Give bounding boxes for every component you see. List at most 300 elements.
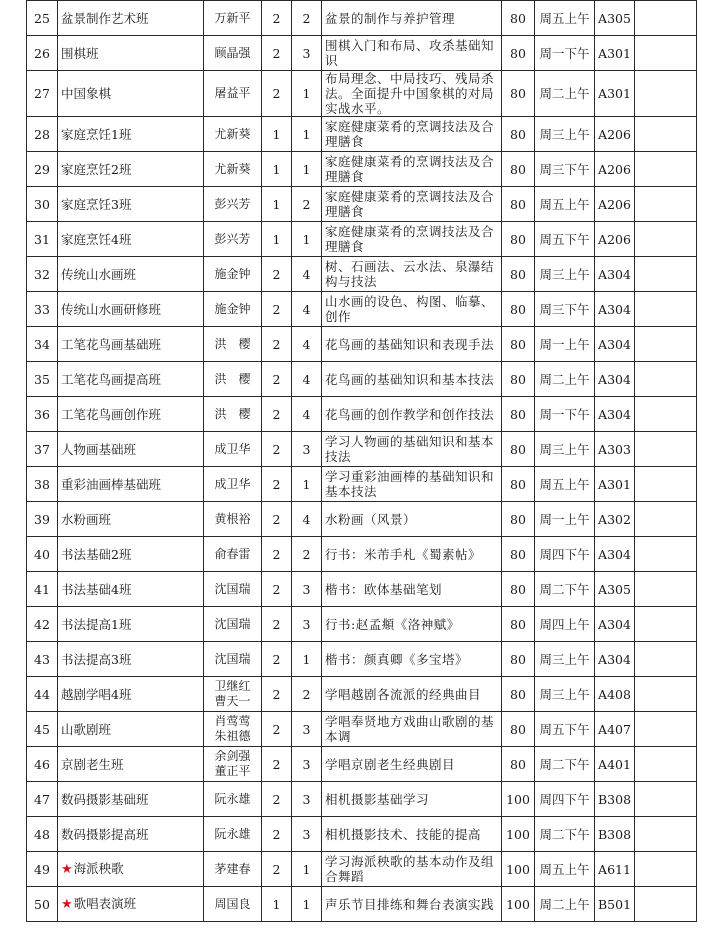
- classroom: A206: [595, 187, 635, 222]
- fee: 80: [502, 71, 535, 117]
- class-time: 周五下午: [535, 222, 595, 257]
- course-name: [58, 36, 204, 71]
- row-number: 32: [27, 257, 58, 292]
- blank-cell: [635, 782, 697, 817]
- row-number: 39: [27, 502, 58, 537]
- count-b: 3: [292, 817, 322, 852]
- classroom: A301: [595, 467, 635, 502]
- row-number: 42: [27, 607, 58, 642]
- teacher: [204, 747, 262, 782]
- row-number: 40: [27, 537, 58, 572]
- class-time: 周五上午: [535, 187, 595, 222]
- count-b: 4: [292, 362, 322, 397]
- course-name-text: 传统山水画班: [61, 266, 137, 282]
- row-number: 30: [27, 187, 58, 222]
- table-row: [27, 817, 697, 852]
- count-b: 1: [292, 642, 322, 677]
- table-row: [27, 502, 697, 537]
- blank-cell: [635, 117, 697, 152]
- classroom: A304: [595, 292, 635, 327]
- row-number: 28: [27, 117, 58, 152]
- class-time: 周一上午: [535, 502, 595, 537]
- class-time: 周一下午: [535, 397, 595, 432]
- count-a: 2: [262, 397, 292, 432]
- table-row: [27, 572, 697, 607]
- fee: 100: [502, 782, 535, 817]
- class-time: 周三下午: [535, 292, 595, 327]
- count-b: 3: [292, 432, 322, 467]
- count-a: 2: [262, 607, 292, 642]
- fee: 80: [502, 187, 535, 222]
- course-content: 家庭健康菜肴的烹调技法及合理膳食: [322, 152, 502, 187]
- course-name: [58, 1, 204, 36]
- count-b: 4: [292, 502, 322, 537]
- course-name-text: 书法提高3班: [61, 651, 132, 667]
- table-row: [27, 712, 697, 747]
- blank-cell: [635, 572, 697, 607]
- course-name-text: 书法基础2班: [61, 546, 132, 562]
- count-b: 1: [292, 887, 322, 922]
- class-time: 周二下午: [535, 747, 595, 782]
- count-b: 3: [292, 782, 322, 817]
- blank-cell: [635, 677, 697, 712]
- course-name-text: 工笔花鸟画基础班: [61, 336, 162, 352]
- teacher: [204, 502, 262, 537]
- count-a: 1: [262, 187, 292, 222]
- blank-cell: [635, 187, 697, 222]
- blank-cell: [635, 852, 697, 887]
- course-name: [58, 117, 204, 152]
- row-number: 36: [27, 397, 58, 432]
- fee: 80: [502, 397, 535, 432]
- count-a: 2: [262, 712, 292, 747]
- class-time: 周四下午: [535, 537, 595, 572]
- table-row: [27, 257, 697, 292]
- course-content: 相机摄影技术、技能的提高: [322, 817, 502, 852]
- teacher-name: 董正平: [214, 764, 251, 778]
- course-name-text: 水粉画班: [61, 511, 112, 527]
- classroom: A304: [595, 397, 635, 432]
- count-a: 1: [262, 117, 292, 152]
- row-number: 41: [27, 572, 58, 607]
- course-name: [58, 642, 204, 677]
- table-row: [27, 677, 697, 712]
- course-content: 学唱奉贤地方戏曲山歌剧的基本调: [322, 712, 502, 747]
- fee: 100: [502, 887, 535, 922]
- course-name-text: 书法基础4班: [61, 581, 132, 597]
- classroom: A301: [595, 36, 635, 71]
- teacher: [204, 782, 262, 817]
- teacher-name: 成卫华: [214, 441, 251, 456]
- row-number: 50: [27, 887, 58, 922]
- class-time: 周三上午: [535, 257, 595, 292]
- course-name-text: 重彩油画棒基础班: [61, 476, 162, 492]
- fee: 80: [502, 327, 535, 362]
- teacher-name: 万新平: [214, 10, 251, 25]
- course-name: [58, 397, 204, 432]
- fee: 80: [502, 36, 535, 71]
- row-number: 46: [27, 747, 58, 782]
- table-body: [27, 1, 697, 922]
- table-row: [27, 152, 697, 187]
- blank-cell: [635, 467, 697, 502]
- course-name: [58, 152, 204, 187]
- course-content: 布局理念、中局技巧、残局杀法。全面提升中国象棋的对局实战水平。: [322, 71, 502, 117]
- table-row: [27, 852, 697, 887]
- course-content: 盆景的制作与养护管理: [322, 1, 502, 36]
- row-number: 47: [27, 782, 58, 817]
- classroom: B501: [595, 887, 635, 922]
- table-row: [27, 607, 697, 642]
- class-time: 周二下午: [535, 817, 595, 852]
- teacher-name: 沈国瑞: [214, 651, 251, 666]
- teacher-name: 沈国瑞: [214, 616, 251, 631]
- teacher-name: 彭兴芳: [214, 231, 251, 246]
- fee: 80: [502, 607, 535, 642]
- table-row: [27, 117, 697, 152]
- classroom: B308: [595, 782, 635, 817]
- class-time: 周三上午: [535, 642, 595, 677]
- row-number: 49: [27, 852, 58, 887]
- course-name-text: 盆景制作艺术班: [61, 10, 149, 26]
- course-name: [58, 362, 204, 397]
- classroom: A206: [595, 117, 635, 152]
- count-b: 1: [292, 222, 322, 257]
- teacher: [204, 817, 262, 852]
- count-a: 2: [262, 642, 292, 677]
- course-name-text: 家庭烹饪3班: [61, 196, 132, 212]
- course-content: 山水画的设色、构图、临摹、创作: [322, 292, 502, 327]
- row-number: 29: [27, 152, 58, 187]
- count-a: 2: [262, 327, 292, 362]
- course-name-text: 数码摄影提高班: [61, 826, 149, 842]
- class-time: 周二下午: [535, 572, 595, 607]
- teacher: [204, 1, 262, 36]
- teacher: [204, 537, 262, 572]
- course-name: [58, 467, 204, 502]
- count-b: 2: [292, 187, 322, 222]
- blank-cell: [635, 36, 697, 71]
- row-number: 37: [27, 432, 58, 467]
- course-name: [58, 257, 204, 292]
- classroom: A301: [595, 71, 635, 117]
- count-a: 2: [262, 747, 292, 782]
- teacher-name: 肖莺莺: [214, 714, 251, 728]
- count-a: 2: [262, 502, 292, 537]
- teacher-name: 洪 樱: [214, 406, 251, 421]
- classroom: A304: [595, 362, 635, 397]
- blank-cell: [635, 432, 697, 467]
- count-a: 2: [262, 292, 292, 327]
- row-number: 25: [27, 1, 58, 36]
- row-number: 45: [27, 712, 58, 747]
- table-row: [27, 747, 697, 782]
- teacher-name: 余剑强: [214, 749, 251, 763]
- teacher-name: 俞春雷: [214, 546, 251, 561]
- row-number: 33: [27, 292, 58, 327]
- course-content: 花鸟画的基础知识和表现手法: [322, 327, 502, 362]
- teacher: [204, 677, 262, 712]
- teacher: [204, 222, 262, 257]
- teacher: [204, 397, 262, 432]
- classroom: A304: [595, 327, 635, 362]
- count-a: 2: [262, 467, 292, 502]
- teacher: [204, 432, 262, 467]
- teacher-name: 施金钟: [214, 266, 251, 281]
- blank-cell: [635, 712, 697, 747]
- table-row: [27, 222, 697, 257]
- fee: 80: [502, 747, 535, 782]
- blank-cell: [635, 502, 697, 537]
- course-name: [58, 222, 204, 257]
- course-name-text: 山歌剧班: [61, 721, 112, 737]
- course-name: [58, 187, 204, 222]
- count-a: 2: [262, 817, 292, 852]
- count-b: 1: [292, 467, 322, 502]
- count-a: 2: [262, 1, 292, 36]
- course-name-text: 越剧学唱4班: [61, 686, 132, 702]
- teacher-name: 尤新葵: [214, 161, 251, 176]
- blank-cell: [635, 747, 697, 782]
- count-a: 2: [262, 71, 292, 117]
- blank-cell: [635, 397, 697, 432]
- fee: 80: [502, 712, 535, 747]
- class-time: 周二上午: [535, 71, 595, 117]
- row-number: 34: [27, 327, 58, 362]
- course-content: 相机摄影基础学习: [322, 782, 502, 817]
- course-name-text: 传统山水画研修班: [61, 301, 162, 317]
- course-name: [58, 677, 204, 712]
- count-a: 2: [262, 432, 292, 467]
- count-b: 3: [292, 572, 322, 607]
- classroom: A304: [595, 642, 635, 677]
- course-content: 楷书：欧体基础笔划: [322, 572, 502, 607]
- teacher-name: 施金钟: [214, 301, 251, 316]
- teacher-name: 阮永雄: [214, 791, 251, 806]
- class-time: 周三上午: [535, 432, 595, 467]
- blank-cell: [635, 887, 697, 922]
- count-a: 2: [262, 782, 292, 817]
- count-a: 2: [262, 852, 292, 887]
- count-b: 4: [292, 257, 322, 292]
- count-b: 1: [292, 117, 322, 152]
- teacher: [204, 117, 262, 152]
- count-b: 2: [292, 537, 322, 572]
- fee: 80: [502, 152, 535, 187]
- teacher: [204, 71, 262, 117]
- star-icon: ★: [61, 862, 73, 877]
- classroom: A305: [595, 1, 635, 36]
- teacher: [204, 712, 262, 747]
- count-a: 2: [262, 572, 292, 607]
- row-number: 48: [27, 817, 58, 852]
- teacher-name: 朱祖德: [214, 729, 251, 743]
- fee: 80: [502, 117, 535, 152]
- course-name: [58, 432, 204, 467]
- classroom: A611: [595, 852, 635, 887]
- course-content: 围棋入门和布局、攻杀基础知识: [322, 36, 502, 71]
- table-row: [27, 537, 697, 572]
- teacher-name: 茅建春: [214, 861, 251, 876]
- row-number: 38: [27, 467, 58, 502]
- fee: 80: [502, 1, 535, 36]
- fee: 100: [502, 817, 535, 852]
- blank-cell: [635, 71, 697, 117]
- course-name: [58, 747, 204, 782]
- course-content: 楷书：颜真卿《多宝塔》: [322, 642, 502, 677]
- blank-cell: [635, 362, 697, 397]
- count-a: 2: [262, 362, 292, 397]
- classroom: A303: [595, 432, 635, 467]
- teacher: [204, 257, 262, 292]
- count-b: 4: [292, 327, 322, 362]
- count-b: 2: [292, 1, 322, 36]
- course-name-text: 中国象棋: [61, 86, 112, 101]
- course-name: [58, 607, 204, 642]
- course-name: [58, 71, 204, 117]
- course-name: [58, 502, 204, 537]
- classroom: A408: [595, 677, 635, 712]
- blank-cell: [635, 152, 697, 187]
- row-number: 31: [27, 222, 58, 257]
- teacher: [204, 607, 262, 642]
- fee: 80: [502, 362, 535, 397]
- fee: 80: [502, 642, 535, 677]
- table-row: [27, 36, 697, 71]
- count-a: 1: [262, 152, 292, 187]
- class-time: 周五上午: [535, 852, 595, 887]
- classroom: A401: [595, 747, 635, 782]
- course-content: 花鸟画的基础知识和基本技法: [322, 362, 502, 397]
- fee: 80: [502, 572, 535, 607]
- course-name-text: 家庭烹饪4班: [61, 231, 132, 247]
- count-a: 1: [262, 222, 292, 257]
- course-content: 学唱京剧老生经典剧目: [322, 747, 502, 782]
- table-row: [27, 887, 697, 922]
- teacher-name: 洪 樱: [214, 371, 251, 386]
- teacher: [204, 36, 262, 71]
- class-time: 周四上午: [535, 607, 595, 642]
- fee: 80: [502, 677, 535, 712]
- table-row: [27, 187, 697, 222]
- course-content: 水粉画（风景）: [322, 502, 502, 537]
- course-name-text: 工笔花鸟画提高班: [61, 371, 162, 387]
- classroom: A302: [595, 502, 635, 537]
- blank-cell: [635, 607, 697, 642]
- fee: 80: [502, 502, 535, 537]
- course-content: 树、石画法、云水法、泉瀑结构与技法: [322, 257, 502, 292]
- course-name: [58, 887, 204, 922]
- count-b: 1: [292, 71, 322, 117]
- fee: 100: [502, 852, 535, 887]
- fee: 80: [502, 467, 535, 502]
- course-name: [58, 537, 204, 572]
- course-name: [58, 817, 204, 852]
- teacher: [204, 642, 262, 677]
- course-name-text: 家庭烹饪2班: [61, 161, 132, 177]
- blank-cell: [635, 222, 697, 257]
- course-content: 学习人物画的基础知识和基本技法: [322, 432, 502, 467]
- fee: 80: [502, 432, 535, 467]
- table-row: [27, 397, 697, 432]
- count-b: 3: [292, 747, 322, 782]
- teacher-name: 周国良: [214, 896, 251, 911]
- classroom: A304: [595, 607, 635, 642]
- table-row: [27, 71, 697, 117]
- count-b: 3: [292, 607, 322, 642]
- course-content: 学习重彩油画棒的基础知识和基本技法: [322, 467, 502, 502]
- course-table: [26, 0, 697, 922]
- teacher-name: 洪 樱: [214, 336, 251, 351]
- class-time: 周三上午: [535, 117, 595, 152]
- row-number: 44: [27, 677, 58, 712]
- course-name: [58, 327, 204, 362]
- blank-cell: [635, 642, 697, 677]
- teacher-name: 阮永雄: [214, 826, 251, 841]
- course-name-text: 人物画基础班: [61, 441, 137, 457]
- course-name: [58, 292, 204, 327]
- teacher: [204, 292, 262, 327]
- count-a: 2: [262, 36, 292, 71]
- classroom: A304: [595, 537, 635, 572]
- count-b: 1: [292, 852, 322, 887]
- teacher-name: 成卫华: [214, 476, 251, 491]
- star-icon: ★: [61, 897, 73, 912]
- course-name-text: 围棋班: [61, 45, 99, 61]
- teacher-name: 黄根裕: [214, 511, 251, 526]
- teacher-name: 卫继红: [214, 679, 251, 693]
- table-row: [27, 467, 697, 502]
- course-content: 行书:赵孟頫《洛神赋》: [322, 607, 502, 642]
- course-name-text: 海派秧歌: [73, 861, 124, 876]
- row-number: 27: [27, 71, 58, 117]
- teacher-name: 曹天一: [214, 694, 251, 708]
- classroom: A407: [595, 712, 635, 747]
- table-row: [27, 292, 697, 327]
- course-content: 花鸟画的创作教学和创作技法: [322, 397, 502, 432]
- class-time: 周二上午: [535, 887, 595, 922]
- table-row: [27, 1, 697, 36]
- classroom: A305: [595, 572, 635, 607]
- fee: 80: [502, 222, 535, 257]
- table-row: [27, 432, 697, 467]
- class-time: 周五下午: [535, 712, 595, 747]
- teacher: [204, 467, 262, 502]
- teacher: [204, 572, 262, 607]
- course-content: 行书：米芾手札《蜀素帖》: [322, 537, 502, 572]
- teacher: [204, 152, 262, 187]
- class-time: 周一下午: [535, 36, 595, 71]
- course-content: 学习海派秧歌的基本动作及组合舞蹈: [322, 852, 502, 887]
- count-a: 2: [262, 537, 292, 572]
- course-name: [58, 712, 204, 747]
- classroom: A304: [595, 257, 635, 292]
- table-row: [27, 327, 697, 362]
- teacher: [204, 887, 262, 922]
- course-name: [58, 852, 204, 887]
- table-row: [27, 782, 697, 817]
- count-a: 1: [262, 887, 292, 922]
- count-b: 2: [292, 677, 322, 712]
- course-name-text: 数码摄影基础班: [61, 791, 149, 807]
- count-b: 3: [292, 36, 322, 71]
- row-number: 35: [27, 362, 58, 397]
- course-name-text: 家庭烹饪1班: [61, 126, 132, 142]
- count-a: 2: [262, 677, 292, 712]
- course-content: 家庭健康菜肴的烹调技法及合理膳食: [322, 117, 502, 152]
- fee: 80: [502, 292, 535, 327]
- teacher-name: 尤新葵: [214, 126, 251, 141]
